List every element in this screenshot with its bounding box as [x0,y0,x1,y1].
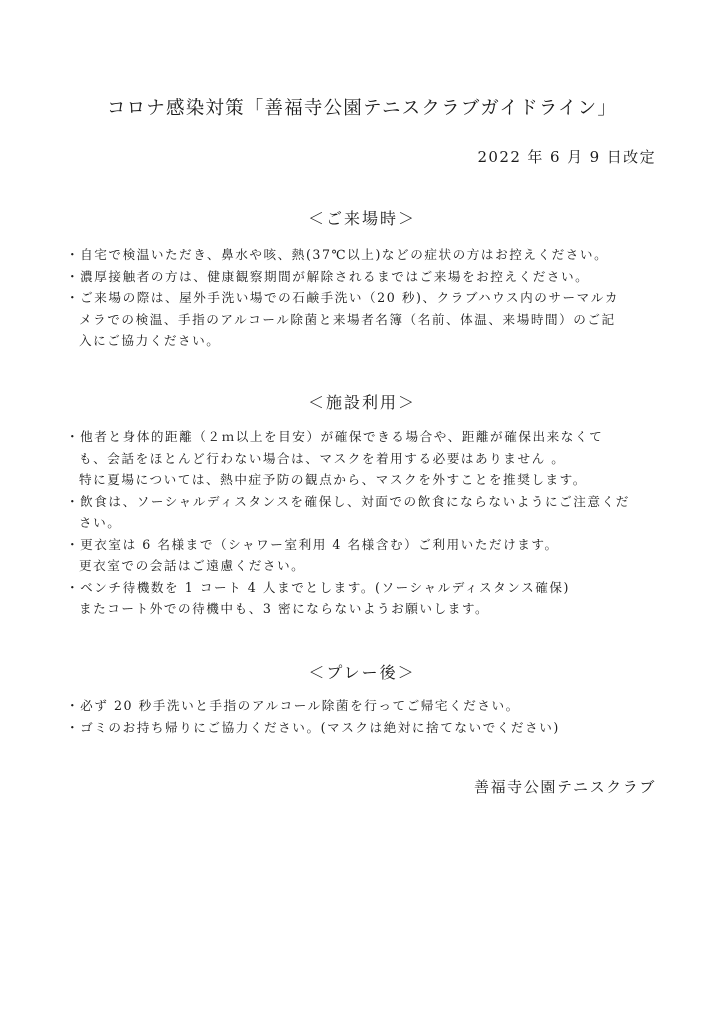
list-item [66,491,666,534]
section-heading-after-play: ＜プレー後＞ [308,663,416,682]
list-item-line: ・他者と身体的距離（２ｍ以上を目安）が確保できる場合や、距離が確保出来なくて [66,429,604,444]
list-item-line: ・飲食は、ソーシャルディスタンスを確保し、対面での飲食にならないようにご注意くだ [66,493,630,509]
list-item [66,695,666,717]
list-item [66,534,666,577]
list-item [66,577,666,620]
list-item-line: 更衣室での会話はご遠慮ください。 [79,558,306,573]
section-heading-facility: ＜施設利用＞ [307,393,416,412]
list-item [66,287,666,352]
section-list-after-play [66,695,666,738]
revision-date: 2022 年 6 月 9 日改定 [477,148,656,166]
list-item-line: ・必ず 20 秒手洗いと手指のアルコール除菌を行ってご帰宅ください。 [66,698,520,713]
section-list-facility [66,426,666,620]
list-item-line: ・自宅で検温いただき、鼻水や咳、熱(37℃以上)などの症状の方はお控えください。 [66,247,609,262]
list-item-line: またコート外での待機中も、3 密にならないようお願いします。 [79,601,490,616]
list-item-line: 特に夏場については、熱中症予防の観点から、マスクを外すことを推奨します。 [79,472,587,487]
list-item [66,426,666,491]
section-list-arrival [66,244,666,352]
list-item [66,717,666,739]
list-item-line: ・濃厚接触者の方は、健康観察期間が解除されるまではご来場をお控えください。 [66,268,590,284]
section-heading-arrival: ＜ご来場時＞ [307,209,416,228]
list-item-line: ・ご来場の際は、屋外手洗い場での石鹸手洗い（20 秒)、クラブハウス内のサーマルカ [66,290,620,305]
list-item-line: さい。 [79,515,122,530]
list-item [66,266,666,288]
list-item-line: も、会話をほとんど行わない場合は、マスクを着用する必要はありません 。 [79,450,566,466]
list-item-line: ・ゴミのお持ち帰りにご協力ください。(マスクは絶対に捨てないでください) [66,719,560,735]
list-item-line: ・更衣室は 6 名様まで（シャワー室利用 4 名様含む）ご利用いただけます。 [66,536,559,552]
document-title: コロナ感染対策「善福寺公園テニスクラブガイドライン」 [106,98,618,119]
list-item-line: 入にご協力ください。 [79,333,221,348]
list-item-line: メラでの検温、手指のアルコール除菌と来場者名簿（名前、体温、来場時間）のご記 [79,311,616,327]
club-signature: 善福寺公園テニスクラブ [473,778,656,796]
list-item [66,244,666,266]
list-item-line: ・ベンチ待機数を 1 コート 4 人までとします。(ソーシャルディスタンス確保) [66,579,570,595]
